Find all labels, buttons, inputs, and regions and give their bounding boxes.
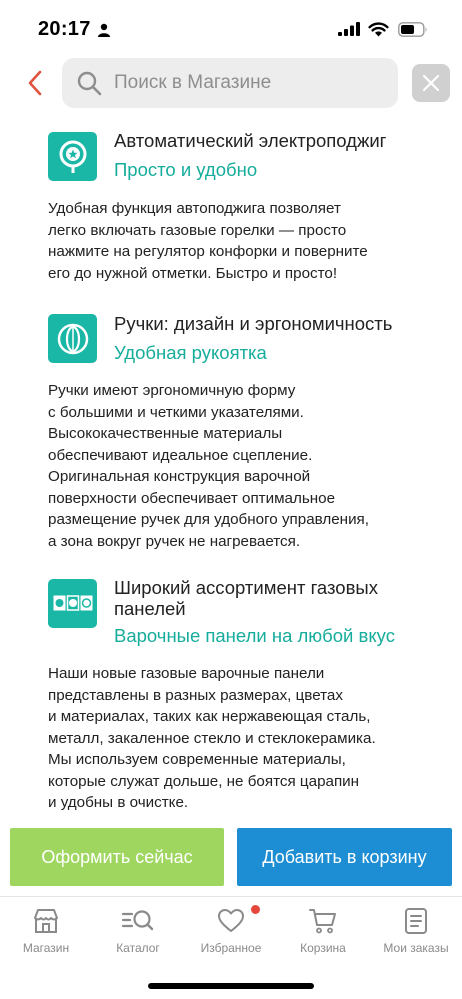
clear-search-button[interactable] bbox=[412, 64, 450, 102]
bottom-tab-bar bbox=[0, 896, 462, 966]
orders-icon bbox=[403, 907, 429, 935]
tab-label: Мои заказы bbox=[383, 941, 449, 955]
action-bar bbox=[0, 826, 462, 890]
ignition-knob-icon bbox=[48, 132, 97, 181]
tab-catalog[interactable] bbox=[92, 897, 184, 967]
knob-handle-icon bbox=[48, 314, 97, 363]
add-to-cart-button[interactable]: Добавить в корзину bbox=[237, 828, 452, 886]
feature-title: Ручки: дизайн и эргономичность bbox=[114, 313, 393, 334]
feature-title: Автоматический электроподжиг bbox=[114, 130, 387, 151]
wifi-icon bbox=[368, 21, 389, 37]
search-header bbox=[0, 56, 462, 112]
cart-icon bbox=[308, 907, 338, 935]
tab-label: Магазин bbox=[22, 941, 70, 955]
feature-title: Широкий ассортимент газовых панелей bbox=[114, 577, 378, 619]
feature-subtitle: Варочные панели на любой вкус bbox=[114, 625, 395, 646]
tab-cart[interactable] bbox=[277, 897, 369, 967]
tab-store[interactable] bbox=[0, 897, 92, 967]
tab-favorites[interactable] bbox=[185, 897, 277, 967]
feature-subtitle: Удобная рукоятка bbox=[114, 342, 267, 363]
gas-panels-icon bbox=[48, 579, 97, 628]
checkout-now-button[interactable]: Оформить сейчас bbox=[10, 828, 224, 886]
feature-subtitle: Просто и удобно bbox=[114, 159, 258, 180]
heart-icon bbox=[217, 907, 245, 935]
search-box[interactable] bbox=[62, 58, 398, 108]
chevron-left-icon bbox=[27, 70, 43, 96]
tab-my-orders[interactable] bbox=[370, 897, 462, 967]
tab-label: Корзина bbox=[300, 941, 346, 955]
feature-description: Удобная функция автоподжига позволяет легко включать газовые горелки — просто нажмите на регулятор конфорки и поверните его до нужной отметки. Быстро и просто! bbox=[48, 200, 368, 282]
close-icon bbox=[422, 74, 440, 92]
cellular-signal-icon bbox=[338, 22, 360, 36]
back-button[interactable] bbox=[18, 66, 52, 100]
store-icon bbox=[32, 907, 60, 935]
status-time: 20:17 bbox=[38, 18, 91, 40]
catalog-search-icon bbox=[121, 907, 155, 935]
person-icon bbox=[97, 23, 111, 37]
tab-label: Избранное bbox=[200, 941, 262, 955]
home-indicator[interactable] bbox=[148, 983, 314, 989]
feature-description: Ручки имеют эргономичную форму с большими и четкими указателями. Высококачественные материалы обеспечивают идеальное сцепление. Оригинальная конструкция варочной поверхности обеспечивает оптимальное размещение ручек для удобного управления, а зона вокруг ручек не нагревается. bbox=[48, 382, 369, 550]
notification-dot bbox=[251, 905, 260, 914]
search-icon bbox=[76, 70, 102, 96]
search-input[interactable] bbox=[114, 72, 384, 94]
battery-icon bbox=[398, 22, 428, 37]
feature-description: Наши новые газовые варочные панели представлены в разных размерах, цветах и материалах, таких как нержавеющая сталь, металл, закаленное стекло и стеклокерамика. Мы используем современные материалы, которые служат дольше, не боятся царапин и удобны в очистке. bbox=[48, 665, 376, 811]
status-bar bbox=[0, 0, 462, 56]
tab-label: Каталог bbox=[116, 941, 160, 955]
